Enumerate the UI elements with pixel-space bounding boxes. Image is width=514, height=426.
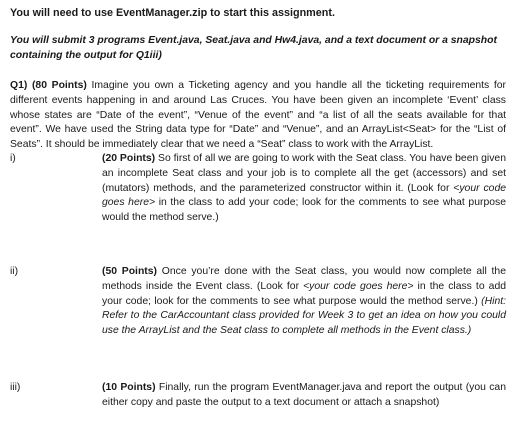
question-1-label: Q1) (80 Points) <box>10 80 87 91</box>
sub-question-iii-text-1: Finally, run the program EventManager.java and report the output (you can either copy and paste the output to a text document or attach a snapshot) <box>102 382 506 408</box>
sub-question-i-italic-1: <your code goes here> <box>102 182 506 209</box>
intro-line-2: You will submit 3 programs Event.java, Seat.java and Hw4.java, and a text document or a snapshot containing the output for Q1iii) <box>10 35 497 61</box>
sub-question-iii-body <box>102 381 506 411</box>
sub-question-ii-italic-2: (Hint: Refer to the CarAccountant class provided for Week 3 to get an idea on how you could use the ArrayList and the Seat class to complete all methods in the Event class.) <box>102 295 506 337</box>
sub-question-i-label: (20 Points) <box>102 153 156 164</box>
sub-question-ii-number: ii) <box>10 266 19 277</box>
question-1-text: Imagine you own a Ticketing agency and you handle all the ticketing requirements for different events happening in and around Las Cruces. You have been given an incomplete ‘Event’ class whose states are “Date of the event”, “Venue of the event” and “a list of all the seats available for that event”. We have used the String data type for “Date” and “Venue”, and an ArrayList<Seat> for the “List of Seats”. It should be immediately clear that we need a “Seat” class to work with the ArrayList. <box>10 80 507 151</box>
sub-question-i-text-2: in the class to add your code; look for the comments to see what purpose would the method serve.) <box>102 197 506 224</box>
sub-question-ii-italic-1: <your code goes here> <box>303 280 414 292</box>
sub-question-i <box>10 152 506 226</box>
sub-question-ii-label: (50 Points) <box>102 266 157 277</box>
sub-question-i-body <box>102 152 506 226</box>
sub-question-ii-text-2: in the class to add your code; look for the comments to see what purpose would the method serve.) <box>102 280 506 307</box>
sub-question-iii-number: iii) <box>10 382 21 393</box>
question-1 <box>10 79 506 153</box>
sub-question-ii-body <box>102 265 506 339</box>
sub-question-i-number: i) <box>10 153 16 164</box>
sub-question-ii-text-1: Once you’re done with the Seat class, you would now complete all the methods inside the Event class. (Look for <box>102 266 506 292</box>
intro-line-1: You will need to use EventManager.zip to start this assignment. <box>10 7 335 19</box>
sub-question-iii-label: (10 Points) <box>102 382 156 393</box>
sub-question-i-text-1: So first of all we are going to work with the Seat class. You have been given an incomplete Seat class and your job is to complete all the get (accessors) and set (mutators) methods, and the parameterized constructor within it. (Look for <box>102 153 506 194</box>
sub-question-iii <box>10 381 506 411</box>
sub-question-ii <box>10 265 506 339</box>
